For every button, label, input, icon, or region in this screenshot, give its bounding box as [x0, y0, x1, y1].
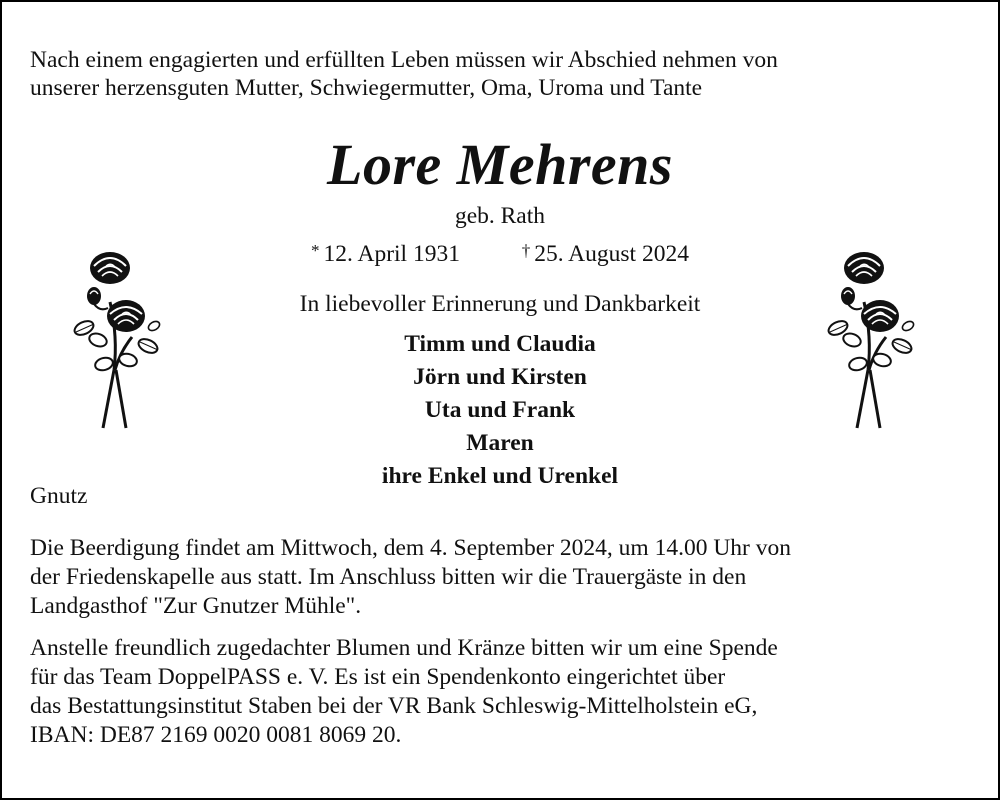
- birth-symbol: *: [311, 241, 320, 260]
- donation-line: IBAN: DE87 2169 0020 0081 8069 20.: [30, 722, 402, 748]
- death-date: 25. August 2024: [534, 241, 689, 267]
- funeral-line: der Friedenskapelle aus statt. Im Anschluss bitten wir die Trauergäste in den: [30, 564, 747, 590]
- memorial-line: In liebevoller Erinnerung und Dankbarkeit: [299, 291, 701, 317]
- place-name: Gnutz: [30, 483, 88, 509]
- family-list: [2, 328, 998, 493]
- family-member: Maren: [466, 430, 534, 456]
- family-member: Jörn und Kirsten: [413, 364, 587, 390]
- intro-line: Nach einem engagierten und erfüllten Leben müssen wir Abschied nehmen von: [30, 47, 778, 73]
- intro-text: [30, 46, 976, 102]
- funeral-line: Die Beerdigung findet am Mittwoch, dem 4. September 2024, um 14.00 Uhr von: [30, 535, 792, 561]
- family-member: Uta und Frank: [424, 397, 576, 423]
- donation-paragraph: [30, 634, 976, 750]
- death-symbol: †: [521, 241, 531, 260]
- funeral-line: Landgasthof "Zur Gnutzer Mühle".: [30, 593, 362, 619]
- donation-line: für das Team DoppelPASS e. V. Es ist ein Spendenkonto eingerichtet über: [30, 664, 726, 690]
- family-member: ihre Enkel und Urenkel: [381, 463, 619, 489]
- intro-line: unserer herzensguten Mutter, Schwiegermutter, Oma, Uroma und Tante: [30, 75, 703, 101]
- birth-name: geb. Rath: [454, 203, 546, 229]
- birth-date: 12. April 1931: [323, 241, 460, 267]
- donation-line: Anstelle freundlich zugedachter Blumen und Kränze bitten wir um eine Spende: [30, 635, 778, 661]
- deceased-name: Lore Mehrens: [327, 132, 673, 197]
- donation-line: das Bestattungsinstitut Staben bei der VR Bank Schleswig-Mittelholstein eG,: [30, 693, 758, 719]
- funeral-paragraph: [30, 534, 976, 621]
- family-member: Timm und Claudia: [404, 331, 596, 357]
